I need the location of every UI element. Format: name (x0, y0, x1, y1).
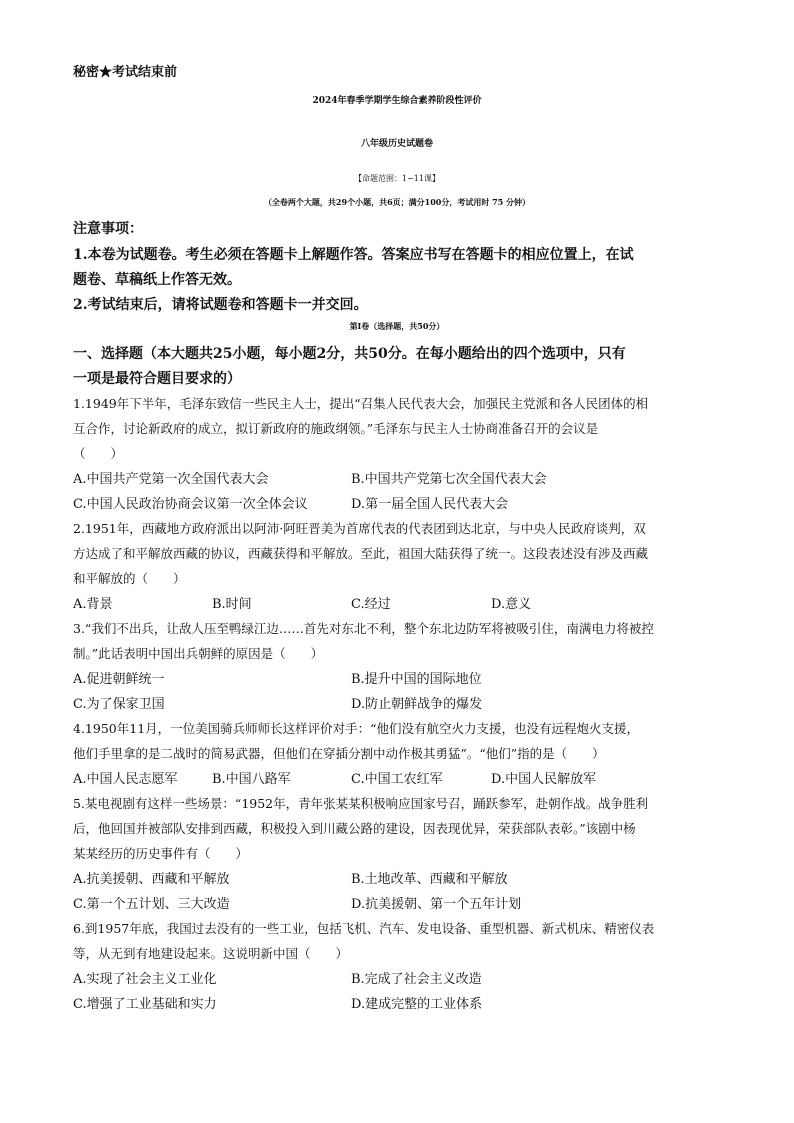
option-c: C.中国人民政治协商会议第一次全体会议 (73, 497, 308, 512)
question-stem: 等，从无到有地建设起来。这说明新中国（ ） (73, 946, 349, 961)
exam-title: 2024年春季学期学生综合素养阶段性评价 (312, 96, 482, 106)
part-heading: 第Ⅰ卷（选择题，共50分） (349, 321, 445, 331)
question-stem: 方达成了和平解放西藏的协议，西藏获得和平解放。至此，祖国大陆获得了统一。这段表述没有涉及西藏 (73, 546, 649, 561)
option-a: A.抗美援朝、西藏和平解放 (73, 872, 230, 887)
question-stem: 互合作，讨论新政府的成立，拟订新政府的施政纲领。”毛泽东与民主人士协商准备召开的会议是 (73, 421, 599, 436)
question-stem: 3.“我们不出兵，让敌人压至鸭绿江边……首先对东北不利，整个东北边防军将被吸引住，南满电力将被控 (73, 621, 654, 636)
question-stem: 5.某电视剧有这样一些场景：“1952年，青年张某某积极响应国家号召，踊跃参军，赴朝作战。战争胜利 (73, 796, 649, 811)
question-stem: 6.到1957年底，我国过去没有的一些工业，包括飞机、汽车、发电设备、重型机器、新式机床、精密仪表 (73, 921, 655, 936)
notice-item-1-cont: 题卷、草稿纸上作答无效。 (73, 272, 241, 288)
option-d: D.第一届全国人民代表大会 (351, 497, 509, 512)
question-stem: 2.1951年，西藏地方政府派出以阿沛·阿旺晋美为首席代表的代表团到达北京，与中央人民政府谈判，双 (73, 521, 646, 536)
option-b: B.时间 (212, 597, 252, 612)
confidential-label: 秘密★考试结束前 (73, 65, 178, 80)
question-stem: 他们手里拿的是二战时的简易武器，但他们在穿插分割中动作极其勇猛”。“他们”指的是（ ） (73, 746, 605, 761)
notice-item-1: 1.本卷为试题卷。考生必须在答题卡上解题作答。答案应书写在答题卡的相应位置上，在试 (73, 247, 634, 263)
option-a: A.中国共产党第一次全国代表大会 (73, 472, 269, 487)
option-d: D.中国人民解放军 (491, 772, 597, 787)
option-b: B.中国八路军 (212, 772, 291, 787)
option-c: C.增强了工业基础和实力 (73, 997, 217, 1012)
exam-subtitle: 八年级历史试题卷 (360, 139, 433, 149)
option-b: B.中国共产党第七次全国代表大会 (351, 472, 547, 487)
option-b: B.提升中国的国际地位 (351, 672, 482, 687)
question-stem: 4.1950年11月，一位美国骑兵师师长这样评价对手：“他们没有航空火力支援，也没有远程炮火支援， (73, 721, 640, 736)
option-a: A.中国人民志愿军 (73, 772, 178, 787)
option-b: B.土地改革、西藏和平解放 (351, 872, 508, 887)
option-d: D.意义 (491, 597, 532, 612)
notice-heading: 注意事项： (73, 221, 143, 237)
option-c: C.经过 (351, 597, 391, 612)
option-a: A.背景 (73, 597, 113, 612)
option-d: D.抗美援朝、第一个五年计划 (351, 897, 522, 912)
option-b: B.完成了社会主义改造 (351, 972, 482, 987)
question-stem: 后，他回国并被部队安排到西藏，积极投入到川藏公路的建设，因表现优异，荣获部队表彰。”该剧中杨 (73, 821, 636, 836)
option-d: D.建成完整的工业体系 (351, 997, 483, 1012)
exam-scope: 【命题范围：1~11课】 (354, 174, 440, 183)
question-stem: 和平解放的（ ） (73, 571, 186, 586)
question-stem: 制。”此话表明中国出兵朝鲜的原因是（ ） (73, 646, 324, 661)
answer-blank: （ ） (73, 446, 124, 461)
option-a: A.实现了社会主义工业化 (73, 972, 217, 987)
section-heading-cont: 一项是最符合题目要求的） (73, 371, 241, 387)
option-c: C.中国工农红军 (351, 772, 443, 787)
section-heading: 一、选择题（本大题共25小题，每小题2分，共50分。在每小题给出的四个选项中，只有 (73, 346, 626, 362)
question-stem: 1.1949年下半年，毛泽东致信一些民主人士，提出“召集人民代表大会，加强民主党派和各人民团体的相 (73, 396, 649, 411)
option-c: C.第一个五计划、三大改造 (73, 897, 230, 912)
exam-summary: （全卷两个大题，共29个小题，共6页；满分100分，考试用时 75 分钟） (263, 197, 531, 207)
notice-item-2: 2.考试结束后，请将试题卷和答题卡一并交回。 (73, 297, 368, 313)
option-a: A.促进朝鲜统一 (73, 672, 165, 687)
question-stem: 某某经历的历史事件有（ ） (73, 846, 249, 861)
option-d: D.防止朝鲜战争的爆发 (351, 697, 483, 712)
option-c: C.为了保家卫国 (73, 697, 165, 712)
